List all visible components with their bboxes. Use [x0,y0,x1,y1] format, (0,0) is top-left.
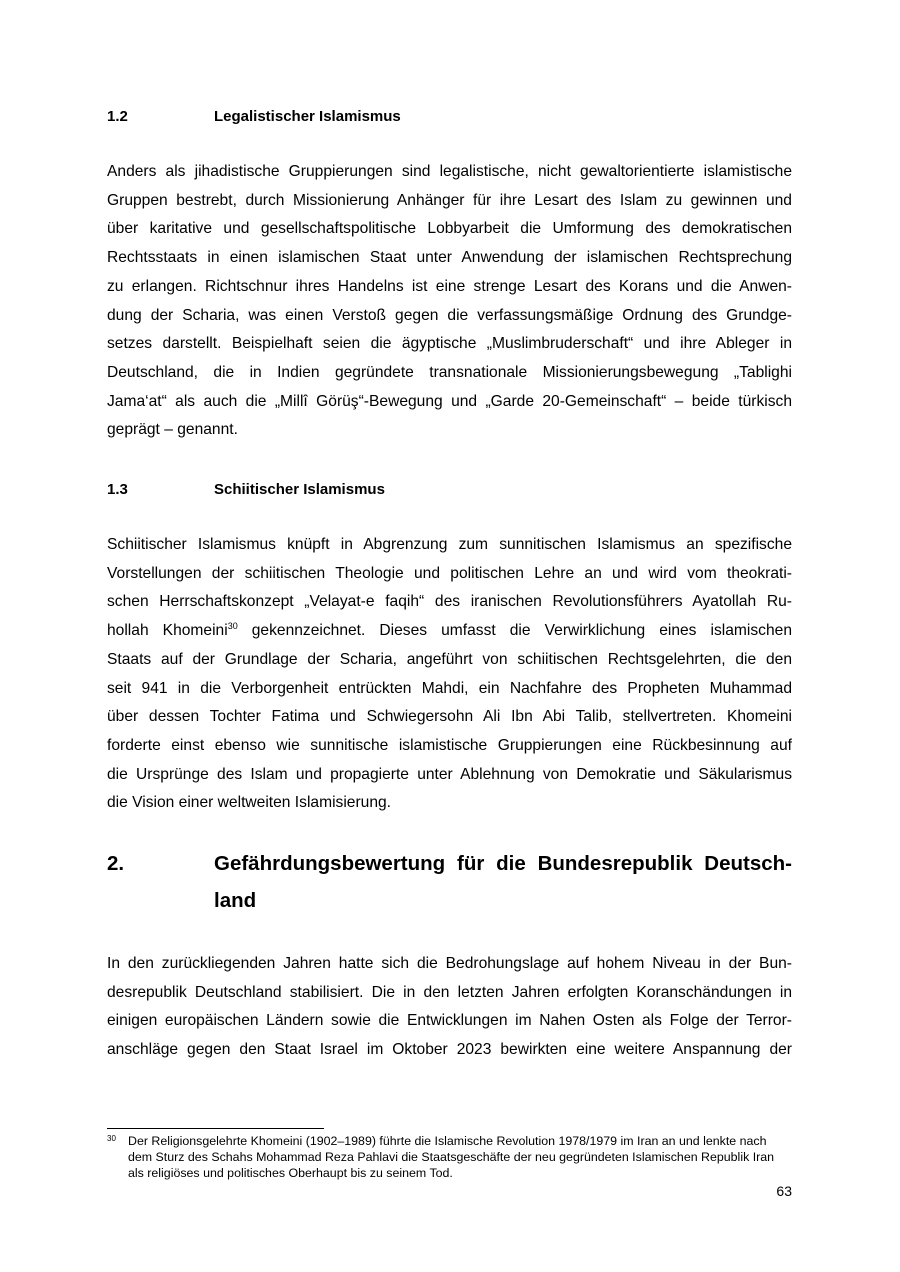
text-line: über karitative und gesellschaftspolitische Lobbyarbeit die Umformung des demokratischen [107,220,792,238]
paragraph-legalistic [107,158,792,445]
text-line: Schiitischer Islamismus knüpft in Abgrenzung zum sunnitischen Islamismus an spezifische [107,536,792,553]
text-line: Deutschland, die in Indien gegründete transnationale Missionierungsbewegung „Tablighi [107,363,792,381]
text-line: desrepublik Deutschland stabilisiert. Die in den letzten Jahren erfolgten Koranschändungen in [107,983,792,1001]
title-line: land [214,889,257,912]
section-number: 2. [107,852,125,875]
section-number: 1.2 [107,108,128,125]
section-title: Schiitischer Islamismus [214,481,385,498]
text-line: setzes darstellt. Beispielhaft seien die ägyptische „Muslimbruderschaft“ und ihre Ableger in [107,335,792,353]
text-line: Vorstellungen der schiitischen Theologie und politischen Lehre an und wird vom theokrati- [107,564,792,582]
text-line: die Ursprünge des Islam und propagierte unter Ablehnung von Demokratie und Säkularismus [107,765,792,783]
paragraph-shiite [107,531,792,818]
text-span: hollah Khomeini [107,622,228,640]
page-number: 63 [776,1183,792,1199]
text-line: einigen europäischen Ländern sowie die Entwicklungen im Nahen Osten als Folge der Terror- [107,1012,792,1030]
text-line: über dessen Tochter Fatima und Schwiegersohn Ali Ibn Abi Talib, stellvertreten. Khomeini [107,708,792,726]
text-span: gekennzeichnet. Dieses umfasst die Verwirklichung eines islamischen [237,622,792,640]
text-line: Staats auf der Grundlage der Scharia, angeführt von schiitischen Rechtsgelehrten, die den [107,650,792,668]
text-line: geprägt – genannt. [107,421,238,439]
section-number: 1.3 [107,481,128,498]
text-line: forderte einst ebenso wie sunnitische islamistische Gruppierungen eine Rückbesinnung auf [107,736,792,754]
section-title: Legalistischer Islamismus [214,108,401,125]
text-line: schen Herrschaftskonzept „Velayat-e faqih“ des iranischen Revolutionsführers Ayatollah Ru- [107,593,792,611]
section-title [214,845,792,919]
footnote-reference[interactable]: 30 [227,621,238,632]
text-line: zu erlangen. Richtschnur ihres Handelns ist eine strenge Lesart des Korans und die Anwen- [107,277,792,295]
text-line: In den zurückliegenden Jahren hatte sich die Bedrohungslage auf hohem Niveau in der Bun- [107,955,792,972]
text-line: Anders als jihadistische Gruppierungen sind legalistische, nicht gewaltorientierte islamistische [107,163,792,180]
footnote-separator [107,1128,324,1129]
text-line: seit 941 in die Verborgenheit entrückten Mahdi, ein Nachfahre des Propheten Muhammad [107,679,792,697]
text-line: Jama‘at“ als auch die „Millî Görüş“-Bewegung und „Garde 20-Gemeinschaft“ – beide türkisch [107,392,792,410]
footnote-number: 30 [107,1134,116,1143]
text-line: dung der Scharia, was einen Verstoß gegen die verfassungsmäßige Ordnung des Grundge- [107,306,792,324]
title-line: Gefährdungsbewertung für die Bundesrepublik Deutsch- [214,852,792,875]
paragraph-threat-assessment [107,950,792,1065]
footnote-text: Der Religionsgelehrte Khomeini (1902–1989) führte die Islamische Revolution 1978/1979 im Iran an und lenkte nach dem Sturz des Schahs Mohammad Reza Pahlavi die Staatsgeschäfte der neu gegründeten Islamischen Republik Iran als religiöses und politisches Oberhaupt bis zu seinem Tod. [128,1134,775,1181]
text-line: die Vision einer weltweiten Islamisierung. [107,794,392,812]
text-line: anschläge gegen den Staat Israel im Oktober 2023 bewirkten eine weitere Anspannung der [107,1041,792,1059]
text-line: Gruppen bestrebt, durch Missionierung Anhänger für ihre Lesart des Islam zu gewinnen und [107,191,792,209]
text-line-with-footnote-ref [107,617,792,646]
text-line: Rechtsstaats in einen islamischen Staat unter Anwendung der islamischen Rechtsprechung [107,249,792,267]
